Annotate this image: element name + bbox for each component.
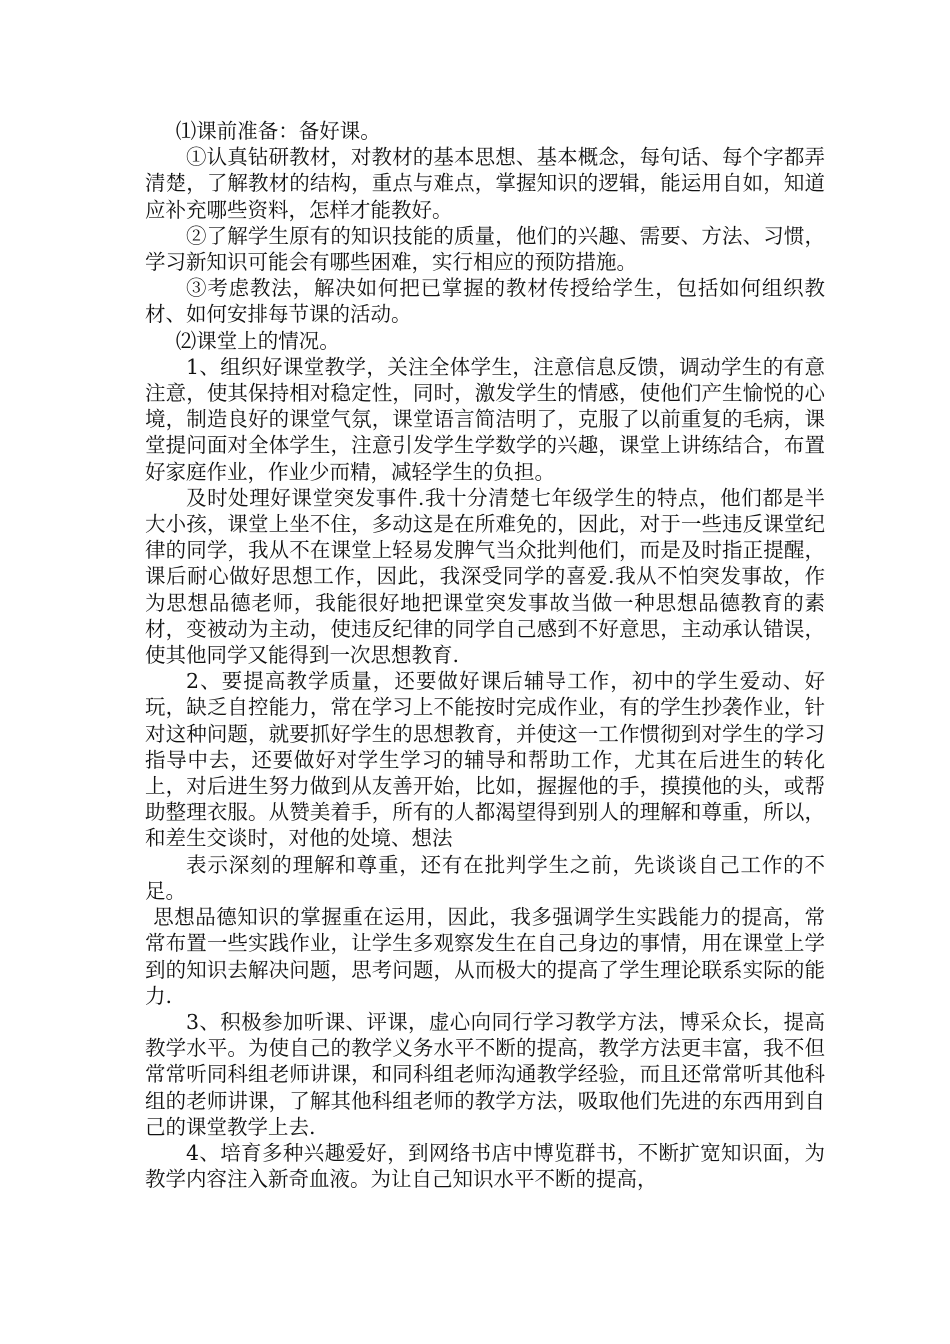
paragraph-understanding-respect: 表示深刻的理解和尊重，还有在批判学生之前，先谈谈自己工作的不足。 — [145, 852, 825, 903]
paragraph-classroom-heading: ⑵课堂上的情况。 — [175, 328, 340, 353]
paragraph-lesson-observation: 3、积极参加听课、评课，虚心向同行学习教学方法，博采众长，提高教学水平。为使自己的教学义务水平不断的提高，教学方法更丰富，我不但常常听同科组老师讲课，和同科组老师沟通教学经验，而且还常常听其他科组的老师讲课，了解其他科组老师的教学方法，吸取他们先进的东西用到自己的课堂教学上去. — [145, 1009, 825, 1139]
paragraph-practice-ability: 思想品德知识的掌握重在运用，因此，我多强调学生实践能力的提高，常常布置一些实践作业，让学生多观察发生在自己身边的事情，用在课堂上学到的知识去解决问题，思考问题，从而极大的提高了学生理论联系实际的能力. — [145, 905, 825, 1008]
paragraph-after-class-tutoring: 2、要提高教学质量，还要做好课后辅导工作，初中的学生爱动、好玩，缺乏自控能力，常在学习上不能按时完成作业，有的学生抄袭作业，针对这种问题，就要抓好学生的思想教育，并使这一工作惯彻到对学生的学习指导中去，还要做好对学生学习的辅导和帮助工作，尤其在后进生的转化上，对后进生努力做到从友善开始，比如，握握他的手，摸摸他的头，或帮助整理衣服。从赞美着手，所有的人都渴望得到别人的理解和尊重，所以，和差生交谈时，对他的处境、想法 — [145, 669, 825, 851]
paragraph-classroom-incidents: 及时处理好课堂突发事件.我十分清楚七年级学生的特点，他们都是半大小孩，课堂上坐不住，多动这是在所难免的，因此，对于一些违反课堂纪律的同学，我从不在课堂上轻易发脾气当众批判他们，而是及时指正提醒，课后耐心做好思想工作，因此，我深受同学的喜爱.我从不怕突发事故，作为思想品德老师，我能很好地把课堂突发事故当做一种思想品德教育的素材，变被动为主动，使违反纪律的同学自己感到不好意思，主动承认错误，使其他同学又能得到一次思想教育. — [145, 485, 825, 668]
paragraph-study-textbook: ①认真钻研教材，对教材的基本思想、基本概念，每句话、每个字都弄清楚，了解教材的结构，重点与难点，掌握知识的逻辑，能运用自如，知道应补充哪些资料，怎样才能教好。 — [145, 145, 825, 222]
paragraph-teaching-method: ③考虑教法，解决如何把已掌握的教材传授给学生，包括如何组织教材、如何安排每节课的活动。 — [145, 276, 825, 327]
paragraph-interests-reading: 4、培育多种兴趣爱好，到网络书店中博览群书，不断扩宽知识面，为教学内容注入新奇血液。为让自己知识水平不断的提高， — [145, 1140, 825, 1192]
paragraph-lesson-prep-heading: ⑴课前准备：备好课。 — [175, 119, 381, 143]
paragraph-understand-students: ②了解学生原有的知识技能的质量，他们的兴趣、需要、方法、习惯，学习新知识可能会有哪些困难，实行相应的预防措施。 — [145, 223, 825, 275]
paragraph-classroom-organization: 1、组织好课堂教学，关注全体学生，注意信息反馈，调动学生的有意注意，使其保持相对稳定性，同时，激发学生的情感，使他们产生愉悦的心境，制造良好的课堂气氛，课堂语言简洁明了，克服了以前重复的毛病，课堂提问面对全体学生，注意引发学生学数学的兴趣，课堂上讲练结合，布置好家庭作业，作业少而精，减轻学生的负担。 — [145, 354, 825, 484]
document-body — [145, 118, 825, 1192]
